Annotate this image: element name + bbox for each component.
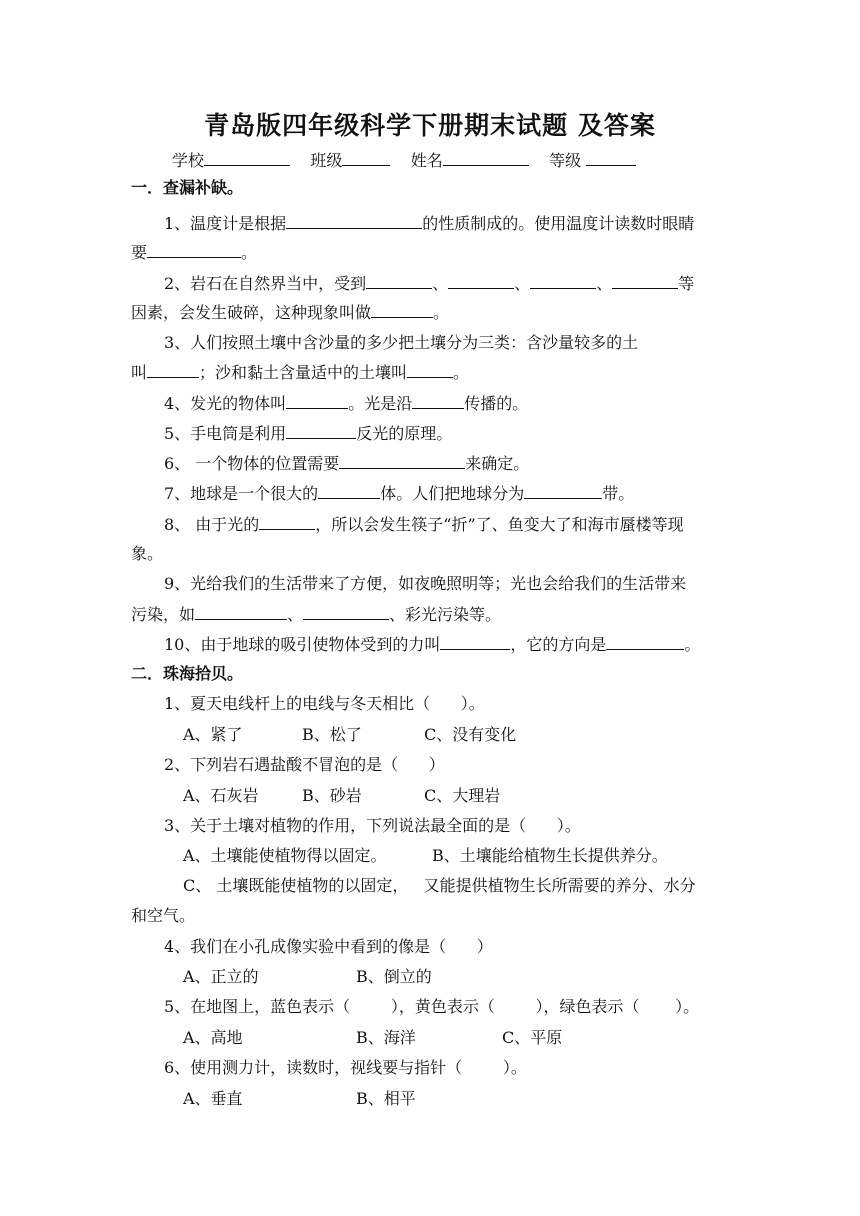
q1-4-blank1[interactable]: [286, 393, 348, 409]
grade-blank[interactable]: [586, 150, 636, 166]
q2-3: 3、关于土壤对植物的作用，下列说法最全面的是（ ）。: [164, 816, 581, 835]
q1-3-line1: 3、人们按照土壤中含沙量的多少把土壤分为三类：含沙量较多的土: [164, 333, 639, 352]
q1-7: 7、地球是一个很大的 体。人们把地球分为 带。: [164, 484, 635, 503]
name-blank[interactable]: [443, 150, 529, 166]
q2-3-option-c[interactable]: C、 土壤既能使植物的以固定， 又能提供植物生长所需要的养分、水分: [183, 876, 696, 895]
q1-4-blank2[interactable]: [412, 393, 464, 409]
school-blank[interactable]: [204, 150, 290, 166]
q1-2-line2: 因素，会发生破碎，这种现象叫做 。: [131, 303, 450, 322]
q2-1-option-a[interactable]: A、紧了: [183, 725, 243, 744]
q1-3-blank2[interactable]: [407, 362, 453, 378]
q2-6-option-b[interactable]: B、相平: [356, 1089, 416, 1108]
class-blank[interactable]: [342, 150, 390, 166]
page-title: 青岛版四年级科学下册期末试题 及答案: [204, 111, 656, 140]
q2-4: 4、我们在小孔成像实验中看到的像是（ ）: [164, 937, 493, 956]
q2-5-option-c[interactable]: C、平原: [502, 1028, 563, 1047]
q2-1-option-b[interactable]: B、松了: [302, 725, 362, 744]
q1-1-blank1[interactable]: [286, 213, 422, 229]
q1-9-blank2[interactable]: [303, 604, 389, 620]
q1-9-line1: 9、光给我们的生活带来了方便，如夜晚照明等；光也会给我们的生活带来: [164, 574, 687, 593]
q1-7-blank2[interactable]: [524, 483, 602, 499]
q2-2-option-a[interactable]: A、石灰岩: [183, 786, 259, 805]
q1-2-blank4[interactable]: [612, 273, 678, 289]
q2-3-option-b[interactable]: B、土壤能给植物生长提供养分。: [432, 846, 668, 865]
q1-9-line2: 污染，如 、 、彩光污染等。: [131, 605, 502, 624]
q2-4-option-b[interactable]: B、倒立的: [356, 967, 432, 986]
q1-2-blank3[interactable]: [530, 273, 596, 289]
q2-3-option-a[interactable]: A、土壤能使植物得以固定。: [183, 846, 387, 865]
q1-1-line1: 1、温度计是根据 的性质制成的。使用温度计读数时眼睛: [164, 214, 695, 233]
q2-1-option-c[interactable]: C、没有变化: [424, 725, 517, 744]
q1-1-blank2[interactable]: [147, 242, 241, 258]
q2-2: 2、下列岩石遇盐酸不冒泡的是（ ）: [164, 755, 445, 774]
q2-5-option-a[interactable]: A、高地: [183, 1028, 243, 1047]
q1-10: 10、由于地球的吸引使物体受到的力叫 ，它的方向是 。: [164, 635, 701, 654]
q1-6-blank[interactable]: [339, 453, 465, 469]
q1-2-blank2[interactable]: [448, 273, 514, 289]
q1-3-line2: 叫 ；沙和黏土含量适中的土壤叫 。: [131, 363, 470, 382]
q1-1-line2: 要 。: [131, 243, 258, 262]
q1-2-blank5[interactable]: [371, 302, 433, 318]
q1-8-line2: 象。: [131, 544, 164, 563]
q2-5-option-b[interactable]: B、海洋: [356, 1028, 416, 1047]
q1-6: 6、 一个物体的位置需要 来确定。: [164, 454, 530, 473]
grade-label: 等级: [549, 151, 582, 170]
q1-5-blank[interactable]: [286, 423, 356, 439]
q1-5: 5、手电筒是利用 反光的原理。: [164, 424, 453, 443]
q1-4: 4、发光的物体叫 。光是沿 传播的。: [164, 394, 529, 413]
q1-9-blank1[interactable]: [195, 604, 287, 620]
q1-3-blank1[interactable]: [147, 362, 199, 378]
q2-1-options: [183, 725, 243, 745]
student-info-row: [172, 148, 636, 171]
q1-2-blank1[interactable]: [366, 273, 432, 289]
q2-6: 6、使用测力计，读数时，视线要与指针（ ）。: [164, 1058, 527, 1077]
q2-5: 5、在地图上，蓝色表示（ ），黄色表示（ ），绿色表示（ ）。: [164, 997, 700, 1016]
section2-heading: 二．珠海拾贝。: [131, 664, 244, 683]
section1-heading: 一．查漏补缺。: [131, 178, 244, 197]
q1-8-blank[interactable]: [259, 514, 315, 530]
class-label: 班级: [310, 151, 343, 170]
q2-6-option-a[interactable]: A、垂直: [183, 1089, 243, 1108]
q2-2-option-b[interactable]: B、砂岩: [302, 786, 362, 805]
q1-2-line1: 2、岩石在自然界当中，受到 、 、 、 等: [164, 274, 695, 293]
q2-4-option-a[interactable]: A、正立的: [183, 967, 259, 986]
q2-2-option-c[interactable]: C、大理岩: [424, 786, 501, 805]
school-label: 学校: [172, 151, 205, 170]
name-label: 姓名: [410, 151, 443, 170]
q2-1: 1、夏天电线杆上的电线与冬天相比（ ）。: [164, 694, 485, 713]
q1-10-blank2[interactable]: [606, 634, 684, 650]
q2-3-option-c-cont: 和空气。: [131, 906, 196, 925]
q1-10-blank1[interactable]: [440, 634, 510, 650]
q1-8-line1: 8、 由于光的 ，所以会发生筷子“折”了、鱼变大了和海市蜃楼等现: [164, 515, 684, 534]
q1-7-blank1[interactable]: [318, 483, 380, 499]
